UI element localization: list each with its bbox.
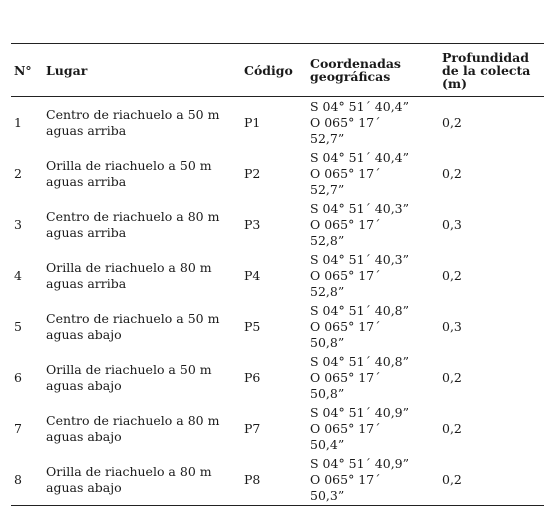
cell-number: 7 xyxy=(14,420,22,436)
cell-coordenadas xyxy=(307,352,439,403)
cell-coordenadas xyxy=(307,199,439,250)
coordinate-line: S 04° 51´ 40,8” xyxy=(310,353,410,369)
cell-profundidad: 0,2 xyxy=(442,471,462,487)
cell-number: 8 xyxy=(14,471,22,487)
cell-codigo: P6 xyxy=(244,369,261,385)
coordinate-line: S 04° 51´ 40,9” xyxy=(310,455,410,471)
header-number: N° xyxy=(14,62,32,78)
coordinate-line: 52,7” xyxy=(310,181,345,197)
table-row xyxy=(11,352,544,403)
coordinate-line: O 065° 17´ xyxy=(310,318,381,334)
cell-codigo: P7 xyxy=(244,420,261,436)
header-codigo: Código xyxy=(244,62,293,78)
cell-profundidad: 0,3 xyxy=(442,318,462,334)
cell-coordenadas xyxy=(307,250,439,301)
coordinate-line: 50,8” xyxy=(310,385,345,401)
cell-number: 5 xyxy=(14,318,22,334)
cell-number: 1 xyxy=(14,114,22,130)
coordinate-line: 52,8” xyxy=(310,283,345,299)
cell-coordenadas xyxy=(307,403,439,454)
cell-number: 3 xyxy=(14,216,22,232)
cell-profundidad: 0,3 xyxy=(442,216,462,232)
cell-coordenadas xyxy=(307,301,439,352)
cell-number: 2 xyxy=(14,165,22,181)
table-row xyxy=(11,199,544,250)
coordinate-line: S 04° 51´ 40,8” xyxy=(310,302,410,318)
coordinate-line: 50,8” xyxy=(310,334,345,350)
coordinate-line: 52,7” xyxy=(310,130,345,146)
coordinate-line: O 065° 17´ xyxy=(310,165,381,181)
cell-coordenadas xyxy=(307,454,439,506)
coordinate-line: O 065° 17´ xyxy=(310,114,381,130)
cell-lugar: Centro de riachuelo a 80 m aguas abajo xyxy=(46,412,220,444)
cell-codigo: P1 xyxy=(244,114,261,130)
cell-lugar: Orilla de riachuelo a 80 m aguas arriba xyxy=(46,259,212,291)
coordinate-line: 50,4” xyxy=(310,436,345,452)
table-row xyxy=(11,97,544,149)
cell-lugar: Orilla de riachuelo a 50 m aguas abajo xyxy=(46,361,212,393)
coordinate-line: 52,8” xyxy=(310,232,345,248)
cell-lugar: Centro de riachuelo a 50 m aguas arriba xyxy=(46,106,220,138)
cell-codigo: P4 xyxy=(244,267,261,283)
coordinate-line: O 065° 17´ xyxy=(310,369,381,385)
header-row xyxy=(11,44,544,97)
coordinate-line: S 04° 51´ 40,4” xyxy=(310,149,410,165)
table-row xyxy=(11,250,544,301)
coordinate-line: O 065° 17´ xyxy=(310,216,381,232)
coordinate-line: S 04° 51´ 40,3” xyxy=(310,200,410,216)
table-header xyxy=(11,44,544,97)
cell-codigo: P5 xyxy=(244,318,261,334)
header-profundidad: Profundidad de la colecta (m) xyxy=(442,49,531,91)
cell-coordenadas xyxy=(307,148,439,199)
sampling-sites-table xyxy=(11,43,544,506)
cell-lugar: Centro de riachuelo a 80 m aguas arriba xyxy=(46,208,220,240)
coordinate-line: O 065° 17´ xyxy=(310,471,381,487)
cell-number: 4 xyxy=(14,267,22,283)
header-coordenadas: Coordenadas geográficas xyxy=(310,56,401,84)
cell-codigo: P3 xyxy=(244,216,261,232)
cell-codigo: P8 xyxy=(244,471,261,487)
header-lugar: Lugar xyxy=(46,62,88,78)
coordinate-line: S 04° 51´ 40,3” xyxy=(310,251,410,267)
cell-lugar: Centro de riachuelo a 50 m aguas abajo xyxy=(46,310,220,342)
cell-profundidad: 0,2 xyxy=(442,267,462,283)
coordinate-line: O 065° 17´ xyxy=(310,420,381,436)
coordinate-line: S 04° 51´ 40,4” xyxy=(310,98,410,114)
table-row xyxy=(11,454,544,506)
cell-coordenadas xyxy=(307,97,439,149)
cell-profundidad: 0,2 xyxy=(442,114,462,130)
cell-number: 6 xyxy=(14,369,22,385)
cell-profundidad: 0,2 xyxy=(442,165,462,181)
cell-lugar: Orilla de riachuelo a 50 m aguas arriba xyxy=(46,157,212,189)
table-body xyxy=(11,97,544,506)
cell-profundidad: 0,2 xyxy=(442,369,462,385)
coordinate-line: O 065° 17´ xyxy=(310,267,381,283)
coordinate-line: S 04° 51´ 40,9” xyxy=(310,404,410,420)
table-row xyxy=(11,403,544,454)
table-row xyxy=(11,148,544,199)
cell-lugar: Orilla de riachuelo a 80 m aguas abajo xyxy=(46,463,212,495)
cell-codigo: P2 xyxy=(244,165,261,181)
cell-profundidad: 0,2 xyxy=(442,420,462,436)
table-row xyxy=(11,301,544,352)
coordinate-line: 50,3” xyxy=(310,487,345,503)
